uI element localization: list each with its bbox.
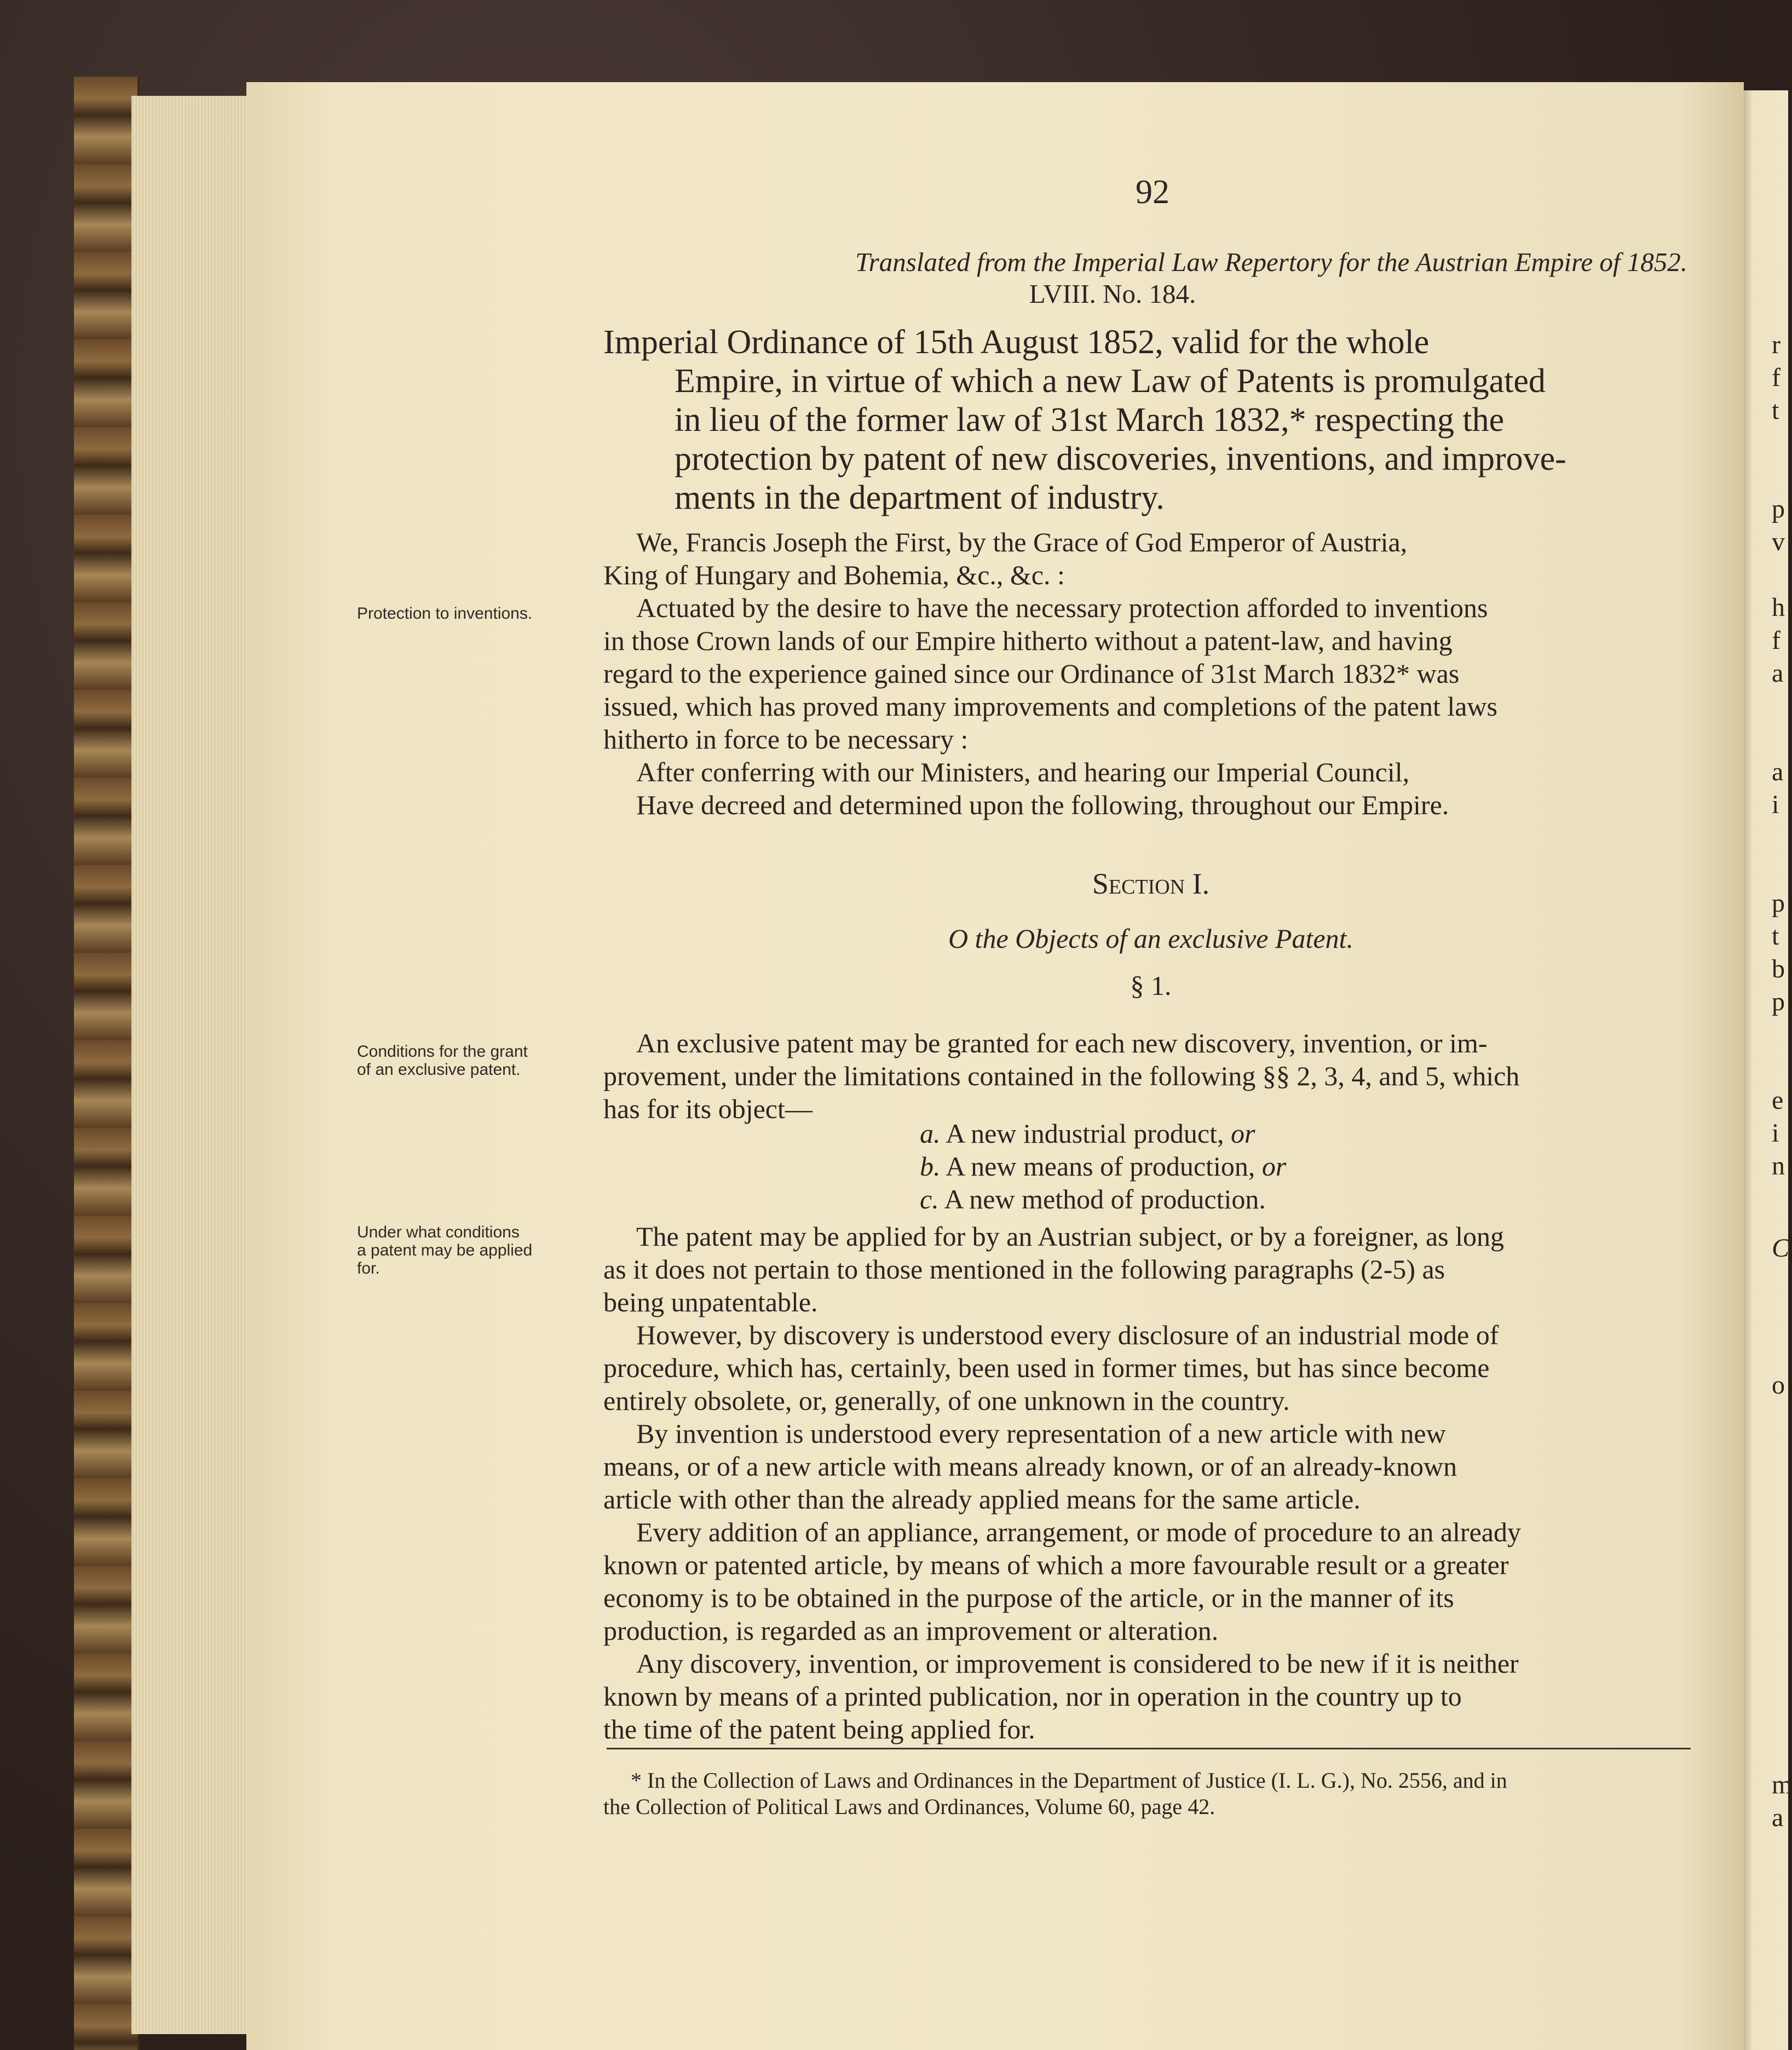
section-subheading: O the Objects of an exclusive Patent.: [948, 923, 1354, 954]
facing-page-fragment: f: [1772, 626, 1781, 655]
object-list: [920, 1117, 1467, 1216]
facing-page-fragment: C: [1772, 1234, 1790, 1263]
body-text: [603, 1220, 1698, 1746]
body-line: Every addition of an appliance, arrangement, or mode of procedure to an already: [636, 1517, 1521, 1547]
article-line: An exclusive patent may be granted for each new discovery, invention, or im-: [636, 1028, 1488, 1058]
page-number: 92: [1136, 174, 1169, 211]
facing-page-fragment: p: [1772, 494, 1785, 523]
preamble: [603, 526, 1698, 821]
preamble-line: King of Hungary and Bohemia, &c., &c. :: [603, 560, 1065, 590]
body-line: as it does not pertain to those mentioned in the following paragraphs (2-5) as: [603, 1254, 1445, 1285]
body-line: However, by discovery is understood every disclosure of an industrial mode of: [636, 1320, 1499, 1350]
preamble-line: Actuated by the desire to have the necessary protection afforded to inventions: [636, 592, 1488, 623]
facing-page-fragment: e: [1772, 1086, 1784, 1115]
body-line: means, or of a new article with means already known, or of an already-known: [603, 1451, 1457, 1482]
margin-note-line: of an exclusive patent.: [357, 1061, 521, 1079]
facing-page-fragment: f: [1772, 363, 1781, 392]
body-line: The patent may be applied for by an Austrian subject, or by a foreigner, as long: [636, 1221, 1505, 1252]
body-line: By invention is understood every representation of a new article with new: [636, 1418, 1446, 1449]
body-line: article with other than the already applied means for the same article.: [603, 1484, 1361, 1515]
margin-note-line: for.: [357, 1259, 380, 1277]
facing-page-fragment: a: [1772, 1803, 1784, 1832]
body-line: production, is regarded as an improvement or alteration.: [603, 1615, 1219, 1646]
list-letter: c.: [920, 1184, 939, 1214]
list-item: [920, 1117, 1467, 1150]
margin-note-protection: [357, 604, 587, 623]
facing-page-fragment: i: [1772, 790, 1779, 819]
section-subheading-block: [603, 922, 1698, 955]
body-line: economy is to be obtained in the purpose of the article, or in the manner of its: [603, 1582, 1454, 1613]
margin-note-conditions: [357, 1043, 587, 1079]
list-item: [920, 1183, 1467, 1216]
ordinance-title: [603, 323, 1698, 517]
preamble-line: hitherto in force to be necessary :: [603, 724, 969, 755]
margin-note-line: Conditions for the grant: [357, 1043, 528, 1061]
preamble-line: Have decreed and determined upon the following, throughout our Empire.: [636, 790, 1449, 820]
preamble-line: in those Crown lands of our Empire hitherto without a patent-law, and having: [603, 625, 1453, 656]
article-line: provement, under the limitations contained in the following §§ 2, 3, 4, and 5, which: [603, 1061, 1520, 1091]
book-spine-edge: [74, 77, 140, 2050]
facing-page-fragment: a: [1772, 757, 1784, 786]
list-text: A new industrial product,: [946, 1118, 1231, 1149]
facing-page-fragment: v: [1772, 527, 1785, 556]
list-conj: or: [1261, 1151, 1287, 1182]
margin-note-line: a patent may be applied: [357, 1241, 533, 1259]
page-edges: [131, 96, 249, 2034]
header: [603, 246, 1698, 310]
paragraph-mark: § 1.: [1130, 970, 1172, 1001]
body-line: known by means of a printed publication, nor in operation in the country up to: [603, 1681, 1462, 1712]
preamble-line: We, Francis Joseph the First, by the Grace of God Emperor of Austria,: [636, 527, 1408, 557]
list-conj: or: [1231, 1118, 1255, 1149]
section-heading-block: [603, 866, 1698, 901]
body-line: entirely obsolete, or, generally, of one unknown in the country.: [603, 1385, 1290, 1416]
facing-page-fragment: i: [1772, 1119, 1779, 1148]
article-1: [603, 1027, 1698, 1125]
body-line: procedure, which has, certainly, been used in former times, but has since become: [603, 1352, 1490, 1383]
facing-page-fragment: a: [1772, 659, 1784, 688]
facing-page-fragment: o: [1772, 1370, 1785, 1400]
body-line: the time of the patent being applied for.: [603, 1714, 1035, 1744]
facing-page-fragment: t: [1772, 396, 1779, 425]
facing-page-fragment: m: [1772, 1770, 1792, 1799]
footnote: [603, 1767, 1698, 1820]
margin-note-line: Under what conditions: [357, 1223, 520, 1241]
facing-page-fragment: n: [1772, 1151, 1785, 1181]
title-line: ments in the department of industry.: [675, 479, 1165, 516]
section-heading: Section I.: [1092, 867, 1210, 900]
preamble-line: issued, which has proved many improvements and completions of the patent laws: [603, 691, 1497, 722]
preamble-line: regard to the experience gained since our Ordinance of 31st March 1832* was: [603, 658, 1460, 689]
body-line: Any discovery, invention, or improvement is considered to be new if it is neither: [636, 1648, 1519, 1679]
list-letter: a.: [920, 1118, 941, 1149]
facing-page-fragment: p: [1772, 987, 1785, 1016]
facing-page-fragment: h: [1772, 593, 1785, 622]
facing-page-fragment: b: [1772, 954, 1785, 983]
header-line-2: LVIII. No. 184.: [1029, 279, 1196, 309]
preamble-line: After conferring with our Ministers, and hearing our Imperial Council,: [636, 757, 1410, 787]
facing-page-fragment: t: [1772, 922, 1779, 951]
title-line: Empire, in virtue of which a new Law of Patents is promulgated: [675, 362, 1546, 400]
article-line: has for its object—: [603, 1093, 813, 1124]
title-line: in lieu of the former law of 31st March 1832,* respecting the: [675, 401, 1505, 439]
margin-note-under-what: [357, 1223, 587, 1277]
list-item: [920, 1150, 1467, 1183]
body-line: known or patented article, by means of which a more favourable result or a greater: [603, 1550, 1509, 1580]
facing-page-fragment: p: [1772, 889, 1785, 918]
list-text: A new method of production.: [944, 1184, 1266, 1214]
facing-page-fragment: r: [1772, 330, 1781, 359]
footnote-line: the Collection of Political Laws and Ordinances, Volume 60, page 42.: [603, 1794, 1215, 1819]
footnote-line: * In the Collection of Laws and Ordinances in the Department of Justice (I. L. G.), No. 2556, and in: [631, 1768, 1507, 1793]
margin-note-line: Protection to inventions.: [357, 604, 533, 623]
title-line: protection by patent of new discoveries, inventions, and improve-: [675, 440, 1566, 477]
list-text: A new means of production,: [946, 1151, 1262, 1182]
body-line: being unpatentable.: [603, 1287, 818, 1317]
title-line: Imperial Ordinance of 15th August 1852, valid for the whole: [603, 324, 1430, 361]
list-letter: b.: [920, 1151, 941, 1182]
paragraph-mark-block: [603, 969, 1698, 1002]
footnote-rule: [607, 1748, 1691, 1749]
header-line-1: Translated from the Imperial Law Repertory for the Austrian Empire of 1852.: [855, 247, 1687, 277]
